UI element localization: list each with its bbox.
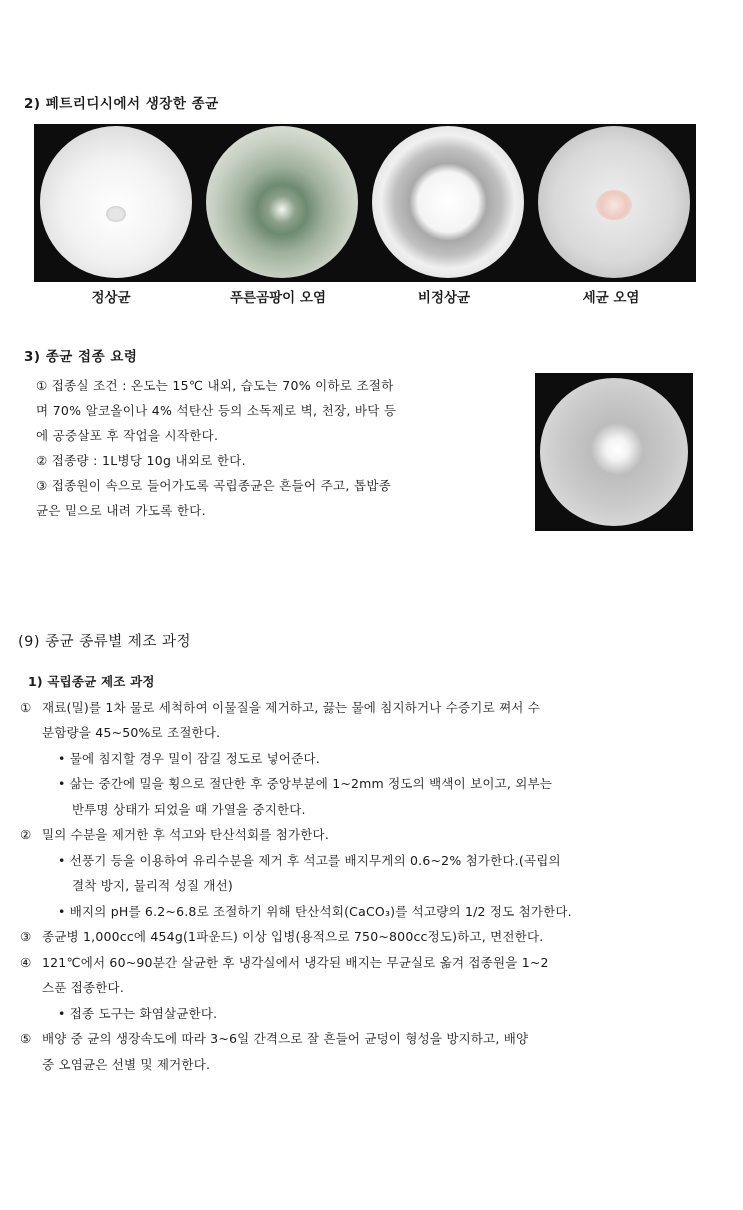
step-number: ① (20, 699, 32, 715)
step-item: ③ 종균병 1,000cc에 454g(1파운드) 이상 입병(용적으로 750~800cc정도)하고, 면전한다. (20, 924, 710, 950)
step-continuation: 중 오염균은 선별 및 제거한다. (42, 1056, 211, 1072)
bullet-continuation: 결착 방지, 물리적 성질 개선) (72, 878, 233, 893)
petri-dish-green-mold-image (206, 126, 358, 278)
bullet-continuation: 반투명 상태가 되었을 때 가열을 중지한다. (72, 801, 306, 817)
step-item: ② 밀의 수분을 제거한 후 석고와 탄산석회를 첨가한다. (20, 822, 710, 848)
petri-dish-inoculation-image (540, 378, 688, 526)
petri-dish-abnormal-image (372, 126, 524, 278)
photo-caption-green-mold: 푸른곰팡이 오염 (230, 290, 326, 306)
text-line: ② 접종량 : 1L병당 10g 내외로 한다. (36, 453, 246, 468)
subsection-title: 1) 곡립종균 제조 과정 (28, 674, 155, 689)
text-line: ① 접종실 조건 : 온도는 15℃ 내외, 습도는 70% 이하로 조절하 (36, 378, 394, 393)
step-number: ③ (20, 929, 32, 944)
section-2-title: 2) 페트리디시에서 생장한 종균 (24, 96, 219, 112)
section-9-title: (9) 종균 종류별 제조 과정 (18, 634, 192, 650)
bullet-item: • 삶는 중간에 밀을 횡으로 절단한 후 중앙부분에 1~2mm 정도의 백색이 보이고, 외부는 (58, 776, 553, 791)
text-line: 에 공중살포 후 작업을 시작한다. (36, 428, 219, 443)
step-item: ④ 121℃에서 60~90분간 살균한 후 냉각실에서 냉각된 배지는 무균실로 옮겨 접종원을 1~2 (20, 950, 710, 976)
step-continuation: 분함량을 45~50%로 조절한다. (42, 725, 221, 740)
step-continuation: 스푼 접종한다. (42, 980, 124, 995)
step-number: ⑤ (20, 1031, 32, 1046)
step-item: ⑤ 배양 중 균의 생장속도에 따라 3~6일 간격으로 잘 흔들어 균덩이 형성을 방지하고, 배양 (20, 1026, 710, 1052)
bullet-item: • 접종 도구는 화염살균한다. (58, 1005, 218, 1021)
step-number: ④ (20, 954, 32, 970)
section-3-title: 3) 종균 접종 요령 (24, 349, 138, 365)
bullet-item: • 선풍기 등을 이용하여 유리수분을 제거 후 석고를 배지무게의 0.6~2% 첨가한다.(곡립의 (58, 852, 561, 868)
step-number: ② (20, 827, 32, 842)
bullet-item: • 물에 침지할 경우 밀이 잠길 정도로 넣어준다. (58, 750, 320, 766)
photo-caption-normal: 정상균 (91, 290, 131, 306)
text-line: 균은 밑으로 내려 가도록 한다. (36, 503, 206, 518)
photo-caption-bacteria: 세균 오염 (582, 290, 640, 306)
text-line: ③ 접종원이 속으로 들어가도록 곡립종균은 흔들어 주고, 톱밥종 (36, 478, 392, 493)
photo-caption-abnormal: 비정상균 (417, 290, 471, 306)
section-9-body (20, 669, 710, 1077)
step-item: ① 재료(밀)를 1차 물로 세척하여 이물질을 제거하고, 끓는 물에 침지하거나 수증기로 쪄서 수 (20, 695, 710, 721)
petri-dish-normal-image (40, 126, 192, 278)
section-3-body (36, 373, 516, 523)
bullet-item: • 배지의 pH를 6.2~6.8로 조절하기 위해 탄산석회(CaCO₃)를 석고량의 1/2 정도 첨가한다. (58, 903, 572, 919)
petri-dish-bacteria-image (538, 126, 690, 278)
inoculation-photo (535, 373, 693, 531)
petri-dish-photo-strip (34, 124, 696, 282)
text-line: 며 70% 알코올이나 4% 석탄산 등의 소독제로 벽, 천장, 바닥 등 (36, 403, 397, 418)
